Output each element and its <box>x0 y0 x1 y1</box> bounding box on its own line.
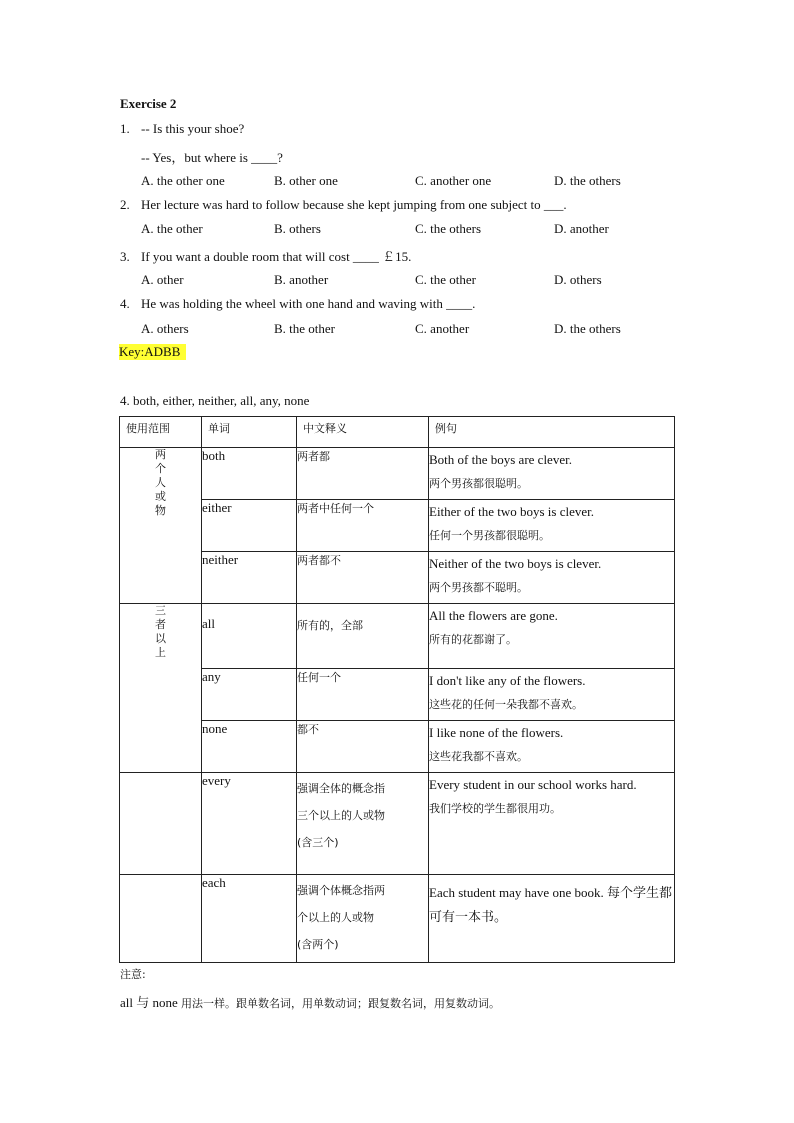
header-range: 使用范围 <box>120 417 202 448</box>
header-meaning: 中文释义 <box>297 417 429 448</box>
option-c: C. the others <box>415 221 482 236</box>
option-d: D. the others <box>554 173 621 188</box>
example-en: Either of the two boys is clever. <box>429 504 594 519</box>
option-c: C. another one <box>415 173 492 188</box>
example-cell <box>429 875 675 963</box>
example-zh: 任何一个男孩都很聪明。 <box>429 529 550 542</box>
example-cell <box>429 721 675 773</box>
word-cell: none <box>202 721 297 773</box>
example-en: Neither of the two boys is clever. <box>429 556 602 571</box>
range-cell <box>120 773 202 875</box>
option-b: B. the other <box>274 321 336 336</box>
table-row <box>120 552 675 604</box>
meaning-cell: 两者都不 <box>297 552 429 604</box>
range-cell <box>120 875 202 963</box>
example-cell <box>429 500 675 552</box>
option-b: B. another <box>274 272 329 287</box>
exercise-title: Exercise 2 <box>120 96 177 111</box>
range-cell <box>120 448 202 604</box>
meaning-cell: 两者中任何一个 <box>297 500 429 552</box>
notes-text <box>120 992 500 1011</box>
option-c: C. the other <box>415 272 477 287</box>
question-text: If you want a double room that will cost ____ ￡15. <box>141 249 412 264</box>
meaning-cell: 所有的，全部 <box>297 604 429 669</box>
meaning-cell <box>297 875 429 963</box>
word-cell: either <box>202 500 297 552</box>
option-d: D. the others <box>554 321 621 336</box>
notes-text-en: all 与 none <box>120 995 182 1010</box>
example-en: Each student may have one book. 每个学生都可有一本书。 <box>429 885 672 924</box>
header-example: 例句 <box>429 417 675 448</box>
example-zh: 这些花我都不喜欢。 <box>429 750 528 763</box>
header-word: 单词 <box>202 417 297 448</box>
table-row <box>120 604 675 669</box>
word-cell: each <box>202 875 297 963</box>
question-text: Her lecture was hard to follow because she kept jumping from one subject to ___. <box>141 197 567 212</box>
example-en: I don't like any of the flowers. <box>429 673 586 688</box>
example-zh: 这些花的任何一朵我都不喜欢。 <box>429 698 583 711</box>
notes-text-zh: 用法一样。跟单数名词，用单数动词；跟复数名词，用复数动词。 <box>181 997 501 1010</box>
word-cell: every <box>202 773 297 875</box>
example-en: I like none of the flowers. <box>429 725 564 740</box>
example-zh: 我们学校的学生都很用功。 <box>429 802 561 815</box>
question-4-options <box>141 321 661 339</box>
table-row <box>120 721 675 773</box>
example-cell <box>429 773 675 875</box>
word-cell: both <box>202 448 297 500</box>
meaning-cell <box>297 773 429 875</box>
example-cell <box>429 604 675 669</box>
question-2 <box>120 197 567 213</box>
question-text: He was holding the wheel with one hand and waving with ____. <box>141 296 476 311</box>
question-1-reply: -- Yes，but where is ____? <box>141 150 283 165</box>
example-cell <box>429 448 675 500</box>
range-label: 两个人或物 <box>155 448 166 517</box>
range-label: 三者以上 <box>155 604 166 659</box>
example-zh: 所有的花都谢了。 <box>429 633 517 646</box>
option-a: A. other <box>141 272 184 287</box>
option-b: B. others <box>274 221 321 236</box>
word-cell: neither <box>202 552 297 604</box>
example-cell <box>429 669 675 721</box>
question-number: 2. <box>120 197 130 212</box>
meaning-line: 个以上的人或物 <box>297 911 374 924</box>
table-row <box>120 875 675 963</box>
example-zh: 两个男孩都很聪明。 <box>429 477 528 490</box>
meaning-line: (含三个) <box>297 836 339 849</box>
option-a: A. others <box>141 321 189 336</box>
option-b: B. other one <box>274 173 338 188</box>
example-zh: 两个男孩都不聪明。 <box>429 581 528 594</box>
table-header-row <box>120 417 675 448</box>
answer-key: Key:ADBB <box>119 344 186 360</box>
example-en: Both of the boys are clever. <box>429 452 572 467</box>
question-3 <box>120 246 411 265</box>
meaning-line: 强调全体的概念指 <box>297 782 385 795</box>
meaning-line: 三个以上的人或物 <box>297 809 385 822</box>
question-1 <box>120 121 244 137</box>
meaning-line: (含两个) <box>297 938 339 951</box>
meaning-cell: 任何一个 <box>297 669 429 721</box>
table-row <box>120 669 675 721</box>
table-row <box>120 773 675 875</box>
word-cell: any <box>202 669 297 721</box>
table-row <box>120 448 675 500</box>
question-number: 1. <box>120 121 130 136</box>
option-a: A. the other one <box>141 173 225 188</box>
grammar-table <box>119 416 675 963</box>
range-cell <box>120 604 202 773</box>
option-c: C. another <box>415 321 470 336</box>
question-number: 3. <box>120 249 130 264</box>
option-d: D. others <box>554 272 602 287</box>
option-a: A. the other <box>141 221 203 236</box>
meaning-cell: 两者都 <box>297 448 429 500</box>
meaning-line: 强调个体概念指两 <box>297 884 385 897</box>
question-3-options <box>141 272 661 290</box>
section-title: 4. both, either, neither, all, any, none <box>120 393 310 408</box>
word-cell: all <box>202 604 297 669</box>
example-en: Every student in our school works hard. <box>429 777 637 792</box>
notes-label: 注意: <box>120 968 146 981</box>
question-number: 4. <box>120 296 130 311</box>
question-text: -- Is this your shoe? <box>141 121 245 136</box>
option-d: D. another <box>554 221 609 236</box>
question-2-options <box>141 221 661 239</box>
question-4 <box>120 296 475 312</box>
example-cell <box>429 552 675 604</box>
meaning-cell: 都不 <box>297 721 429 773</box>
example-en: All the flowers are gone. <box>429 608 558 623</box>
table-row <box>120 500 675 552</box>
question-1-options <box>141 173 661 191</box>
